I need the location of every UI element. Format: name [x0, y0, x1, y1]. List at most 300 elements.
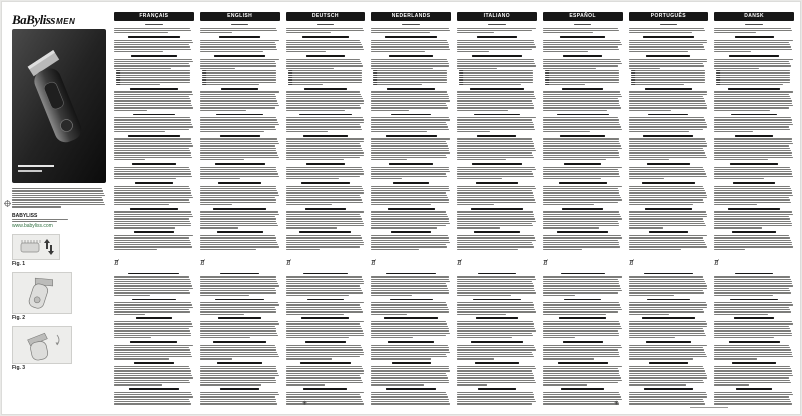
language-column	[114, 12, 194, 406]
text-line-greeked	[629, 155, 706, 156]
text-line-greeked	[114, 199, 189, 200]
text-line-greeked	[714, 330, 791, 331]
text-line-greeked	[286, 171, 364, 172]
text-line-greeked	[543, 403, 619, 404]
text-line-greeked	[457, 105, 534, 106]
text-line-greeked	[114, 377, 193, 378]
text-line-greeked	[371, 61, 448, 62]
text-line-greeked	[377, 79, 447, 80]
text-line-greeked	[629, 304, 707, 305]
text-line-greeked	[114, 375, 192, 376]
text-line-greeked	[714, 197, 789, 198]
text-line-greeked	[114, 126, 193, 127]
text-line-greeked	[371, 358, 431, 359]
text-line-greeked	[286, 110, 346, 111]
text-line-greeked	[371, 124, 447, 125]
text-line-greeked	[286, 195, 361, 196]
text-line-greeked	[457, 98, 536, 99]
text-line-greeked	[286, 281, 364, 282]
section-heading-greeked	[385, 36, 437, 38]
section-heading-greeked	[478, 273, 516, 275]
text-line-greeked	[371, 42, 448, 43]
section-heading-greeked	[216, 114, 263, 116]
text-line-greeked	[457, 94, 534, 95]
text-line-greeked	[629, 131, 690, 132]
text-line-greeked	[286, 61, 362, 62]
text-line-greeked	[543, 242, 619, 243]
text-line-greeked	[457, 30, 532, 31]
text-line-greeked	[114, 157, 192, 158]
text-line-greeked	[714, 326, 789, 327]
language-header: DEUTSCH	[286, 12, 366, 21]
text-line-greeked	[286, 40, 361, 41]
text-line-greeked	[457, 311, 536, 312]
text-line-greeked	[714, 281, 791, 282]
text-line-greeked	[543, 214, 620, 215]
text-line-greeked	[286, 126, 362, 127]
section-heading-greeked	[649, 362, 687, 364]
text-line-greeked	[114, 333, 191, 334]
section-heading-greeked	[729, 341, 780, 343]
text-line-greeked	[114, 32, 168, 33]
text-line-greeked	[457, 314, 506, 315]
text-line-greeked	[543, 49, 619, 50]
section-heading-greeked	[649, 231, 688, 233]
text-line-greeked	[457, 337, 512, 338]
text-line-greeked	[200, 49, 277, 50]
text-line-greeked	[714, 59, 793, 60]
text-line-greeked	[371, 396, 448, 397]
text-line-greeked	[200, 141, 278, 142]
text-line-greeked	[286, 288, 362, 289]
text-line-greeked	[714, 403, 791, 404]
text-line-greeked	[457, 223, 532, 224]
left-intro-text-greeked	[12, 188, 106, 208]
text-line-greeked	[457, 214, 534, 215]
text-line-greeked	[543, 169, 618, 170]
text-line-greeked	[629, 138, 706, 139]
text-line-greeked	[286, 117, 363, 118]
section-heading-greeked	[647, 299, 689, 301]
text-line-greeked	[371, 167, 448, 168]
text-line-greeked	[200, 94, 275, 95]
text-line-greeked	[714, 323, 793, 324]
text-line-greeked	[286, 237, 363, 238]
text-line-greeked	[371, 337, 412, 338]
text-line-greeked	[543, 396, 621, 397]
text-line-greeked	[629, 392, 706, 393]
text-line-greeked	[371, 366, 448, 367]
text-line-greeked	[457, 373, 533, 374]
text-line-greeked	[114, 399, 189, 400]
text-line-greeked	[371, 335, 446, 336]
text-line-greeked	[714, 30, 791, 31]
text-line-greeked	[720, 84, 783, 85]
section-heading-greeked	[473, 299, 522, 301]
text-line-greeked	[200, 370, 277, 371]
section-heading-greeked	[731, 114, 776, 116]
text-line-greeked	[286, 124, 361, 125]
text-line-greeked	[629, 126, 708, 127]
text-line-greeked	[286, 292, 363, 293]
text-line-greeked	[286, 240, 363, 241]
address-lines-greeked	[12, 219, 106, 223]
text-line-greeked	[549, 84, 585, 85]
text-line-greeked	[12, 199, 103, 200]
text-line-greeked	[200, 103, 278, 104]
text-line-greeked	[286, 382, 363, 383]
text-line-greeked	[286, 403, 364, 404]
text-line-greeked	[120, 82, 190, 83]
text-line-greeked	[206, 79, 276, 80]
text-line-greeked	[714, 237, 790, 238]
text-line-greeked	[714, 167, 790, 168]
text-line-greeked	[629, 403, 706, 404]
text-line-greeked	[549, 75, 619, 76]
text-line-greeked	[714, 195, 793, 196]
text-line-greeked	[629, 237, 704, 238]
text-line-greeked	[371, 30, 450, 31]
text-line-greeked	[629, 244, 706, 245]
text-line-greeked	[371, 44, 448, 45]
text-line-greeked	[114, 44, 189, 45]
text-line-greeked	[371, 68, 433, 69]
text-line-greeked	[629, 292, 705, 293]
section-heading-greeked	[302, 36, 348, 38]
text-line-greeked	[114, 216, 193, 217]
text-line-greeked	[629, 157, 707, 158]
text-line-greeked	[114, 61, 193, 62]
text-line-greeked	[371, 281, 450, 282]
section-heading-greeked	[562, 88, 603, 90]
text-line-greeked	[114, 221, 190, 222]
text-line-greeked	[457, 221, 536, 222]
text-line-greeked	[543, 216, 621, 217]
text-line-greeked	[200, 281, 277, 282]
text-line-greeked	[543, 94, 621, 95]
text-line-greeked	[200, 354, 278, 355]
text-line-greeked	[286, 394, 361, 395]
section-heading-greeked	[644, 273, 693, 275]
text-line-greeked	[114, 124, 192, 125]
text-line-greeked	[543, 148, 622, 149]
text-line-greeked	[114, 28, 190, 29]
text-line-greeked	[371, 309, 448, 310]
section-heading-greeked	[730, 163, 779, 165]
section-heading-greeked	[389, 163, 433, 165]
section-heading-greeked	[135, 182, 172, 184]
text-line-greeked	[114, 148, 189, 149]
section-heading-greeked	[299, 114, 352, 116]
text-line-greeked	[543, 155, 620, 156]
text-line-greeked	[543, 311, 618, 312]
text-line-greeked	[629, 129, 704, 130]
text-line-greeked	[457, 392, 533, 393]
text-line-greeked	[114, 242, 191, 243]
text-line-greeked	[629, 328, 704, 329]
section-heading-greeked	[735, 135, 773, 137]
text-line-greeked	[543, 375, 620, 376]
text-line-greeked	[543, 223, 619, 224]
text-line-greeked	[114, 138, 191, 139]
text-line-greeked	[114, 373, 191, 374]
text-line-greeked	[200, 218, 276, 219]
text-line-greeked	[286, 225, 365, 226]
text-line-greeked	[457, 169, 536, 170]
text-line-greeked	[714, 46, 791, 47]
text-line-greeked	[120, 84, 160, 85]
weee-bin-icon	[714, 252, 794, 270]
print-star-mark: ✳	[614, 401, 620, 407]
text-line-greeked	[200, 28, 277, 29]
text-line-greeked	[114, 155, 191, 156]
text-line-greeked	[457, 192, 533, 193]
text-line-greeked	[114, 330, 190, 331]
text-line-greeked	[114, 323, 192, 324]
text-line-greeked	[200, 358, 233, 359]
text-line-greeked	[371, 94, 448, 95]
language-header: DANSK	[714, 12, 794, 21]
text-line-greeked	[114, 249, 157, 250]
text-line-greeked	[286, 356, 361, 357]
text-line-greeked	[714, 352, 791, 353]
text-line-greeked	[371, 59, 447, 60]
text-line-greeked	[457, 129, 535, 130]
text-line-greeked	[200, 352, 277, 353]
text-line-greeked	[377, 82, 447, 83]
section-heading-greeked	[471, 341, 523, 343]
address-name: BABYLISS	[12, 212, 38, 219]
text-line-greeked	[286, 354, 365, 355]
text-line-greeked	[292, 70, 362, 71]
text-line-greeked	[286, 328, 363, 329]
section-heading-greeked	[213, 341, 266, 343]
text-line-greeked	[114, 235, 193, 236]
text-line-greeked	[629, 186, 704, 187]
text-line-greeked	[371, 157, 447, 158]
text-line-greeked	[286, 358, 332, 359]
text-line-greeked	[286, 330, 363, 331]
section-heading-greeked	[563, 55, 601, 57]
model-number-greeked	[231, 24, 249, 26]
text-line-greeked	[629, 302, 706, 303]
section-heading-greeked	[735, 36, 774, 38]
text-line-greeked	[200, 314, 245, 315]
text-line-greeked	[371, 100, 450, 101]
text-line-greeked	[543, 244, 620, 245]
text-line-greeked	[543, 204, 594, 205]
text-line-greeked	[629, 249, 682, 250]
text-line-greeked	[720, 82, 790, 83]
language-column	[200, 12, 280, 406]
text-line-greeked	[292, 84, 323, 85]
section-heading-greeked	[474, 231, 519, 233]
text-line-greeked	[286, 307, 362, 308]
text-line-greeked	[629, 323, 707, 324]
product-photo	[12, 29, 106, 183]
text-line-greeked	[371, 373, 446, 374]
text-line-greeked	[371, 221, 449, 222]
text-line-greeked	[714, 63, 790, 64]
text-line-greeked	[286, 148, 363, 149]
text-line-greeked	[629, 309, 704, 310]
text-line-greeked	[457, 91, 534, 92]
text-line-greeked	[457, 333, 532, 334]
text-line-greeked	[200, 382, 277, 383]
text-line-greeked	[114, 110, 147, 111]
text-line-greeked	[371, 401, 449, 402]
section-heading-greeked	[128, 36, 181, 38]
text-line-greeked	[286, 276, 363, 277]
text-line-greeked	[543, 122, 620, 123]
text-line-greeked	[714, 145, 789, 146]
section-heading-greeked	[384, 317, 437, 319]
text-line-greeked	[200, 131, 265, 132]
text-line-greeked	[286, 176, 361, 177]
text-line-greeked	[114, 328, 189, 329]
text-line-greeked	[200, 171, 277, 172]
text-line-greeked	[286, 178, 339, 179]
section-heading-greeked	[303, 273, 348, 275]
text-line-greeked	[457, 150, 536, 151]
text-line-greeked	[114, 105, 192, 106]
text-line-greeked	[114, 167, 189, 168]
text-line-greeked	[543, 380, 622, 381]
section-heading-greeked	[732, 231, 777, 233]
text-line-greeked	[286, 44, 363, 45]
text-line-greeked	[457, 240, 536, 241]
text-line-greeked	[457, 368, 536, 369]
text-line-greeked	[200, 51, 263, 52]
text-line-greeked	[714, 211, 792, 212]
print-star-mark: ✳	[302, 401, 308, 407]
text-line-greeked	[457, 235, 534, 236]
text-line-greeked	[114, 295, 150, 296]
text-line-greeked	[543, 240, 618, 241]
text-line-greeked	[714, 91, 793, 92]
text-line-greeked	[629, 311, 705, 312]
text-line-greeked	[714, 178, 763, 179]
text-line-greeked	[629, 330, 705, 331]
text-line-greeked	[200, 199, 276, 200]
section-heading-greeked	[558, 362, 608, 364]
text-line-greeked	[371, 375, 447, 376]
text-line-greeked	[714, 157, 793, 158]
text-line-greeked	[629, 107, 708, 108]
text-line-greeked	[114, 96, 189, 97]
text-line-greeked	[543, 110, 608, 111]
text-line-greeked	[371, 216, 448, 217]
text-line-greeked	[371, 51, 425, 52]
text-line-greeked	[714, 65, 791, 66]
text-line-greeked	[543, 145, 621, 146]
text-line-greeked	[371, 195, 447, 196]
text-line-greeked	[543, 368, 618, 369]
text-line-greeked	[457, 283, 533, 284]
text-line-greeked	[463, 79, 533, 80]
section-heading-greeked	[472, 55, 522, 57]
text-line-greeked	[457, 176, 534, 177]
text-line-greeked	[371, 304, 447, 305]
text-line-greeked	[629, 117, 705, 118]
text-line-greeked	[200, 311, 277, 312]
model-number-greeked	[145, 24, 163, 26]
text-line-greeked	[286, 173, 365, 174]
text-line-greeked	[714, 96, 790, 97]
text-line-greeked	[714, 148, 790, 149]
text-line-greeked	[200, 192, 278, 193]
text-line-greeked	[377, 75, 447, 76]
section-heading-greeked	[646, 341, 691, 343]
text-line-greeked	[286, 377, 362, 378]
text-line-greeked	[286, 309, 363, 310]
text-line-greeked	[714, 295, 773, 296]
text-line-greeked	[286, 143, 361, 144]
text-line-greeked	[543, 227, 600, 228]
text-line-greeked	[114, 129, 189, 130]
text-line-greeked	[629, 100, 706, 101]
text-line-greeked	[457, 157, 534, 158]
text-line-greeked	[200, 188, 277, 189]
text-line-greeked	[543, 326, 621, 327]
text-line-greeked	[200, 176, 279, 177]
text-line-greeked	[286, 155, 365, 156]
text-line-greeked	[286, 197, 362, 198]
text-line-greeked	[114, 347, 189, 348]
text-line-greeked	[457, 197, 534, 198]
text-line-greeked	[200, 155, 278, 156]
text-line-greeked	[286, 51, 327, 52]
text-line-greeked	[629, 42, 708, 43]
text-line-greeked	[457, 122, 533, 123]
text-line-greeked	[714, 143, 793, 144]
section-heading-greeked	[477, 36, 517, 38]
text-line-greeked	[286, 373, 365, 374]
text-line-greeked	[120, 72, 190, 73]
photo-caption-greeked	[18, 170, 42, 172]
text-line-greeked	[200, 335, 278, 336]
text-line-greeked	[629, 152, 706, 153]
figure-3-label: Fig. 3	[12, 365, 26, 372]
section-heading-greeked	[642, 182, 695, 184]
section-heading-greeked	[132, 299, 176, 301]
text-line-greeked	[457, 216, 534, 217]
text-line-greeked	[714, 368, 791, 369]
text-line-greeked	[629, 178, 665, 179]
text-line-greeked	[543, 61, 621, 62]
text-line-greeked	[200, 91, 279, 92]
text-line-greeked	[457, 380, 535, 381]
text-line-greeked	[200, 159, 245, 160]
text-line-greeked	[200, 190, 277, 191]
text-line-greeked	[200, 326, 275, 327]
text-line-greeked	[371, 126, 448, 127]
text-line-greeked	[543, 176, 620, 177]
text-line-greeked	[371, 330, 449, 331]
section-heading-greeked	[133, 114, 174, 116]
text-line-greeked	[714, 155, 792, 156]
text-line-greeked	[549, 82, 619, 83]
text-line-greeked	[286, 352, 364, 353]
weee-bin-icon	[114, 252, 194, 270]
text-line-greeked	[714, 377, 789, 378]
text-line-greeked	[629, 333, 706, 334]
section-heading-greeked	[476, 317, 517, 319]
language-columns	[114, 12, 794, 406]
text-line-greeked	[200, 124, 279, 125]
text-line-greeked	[714, 307, 789, 308]
text-line-greeked	[457, 145, 534, 146]
